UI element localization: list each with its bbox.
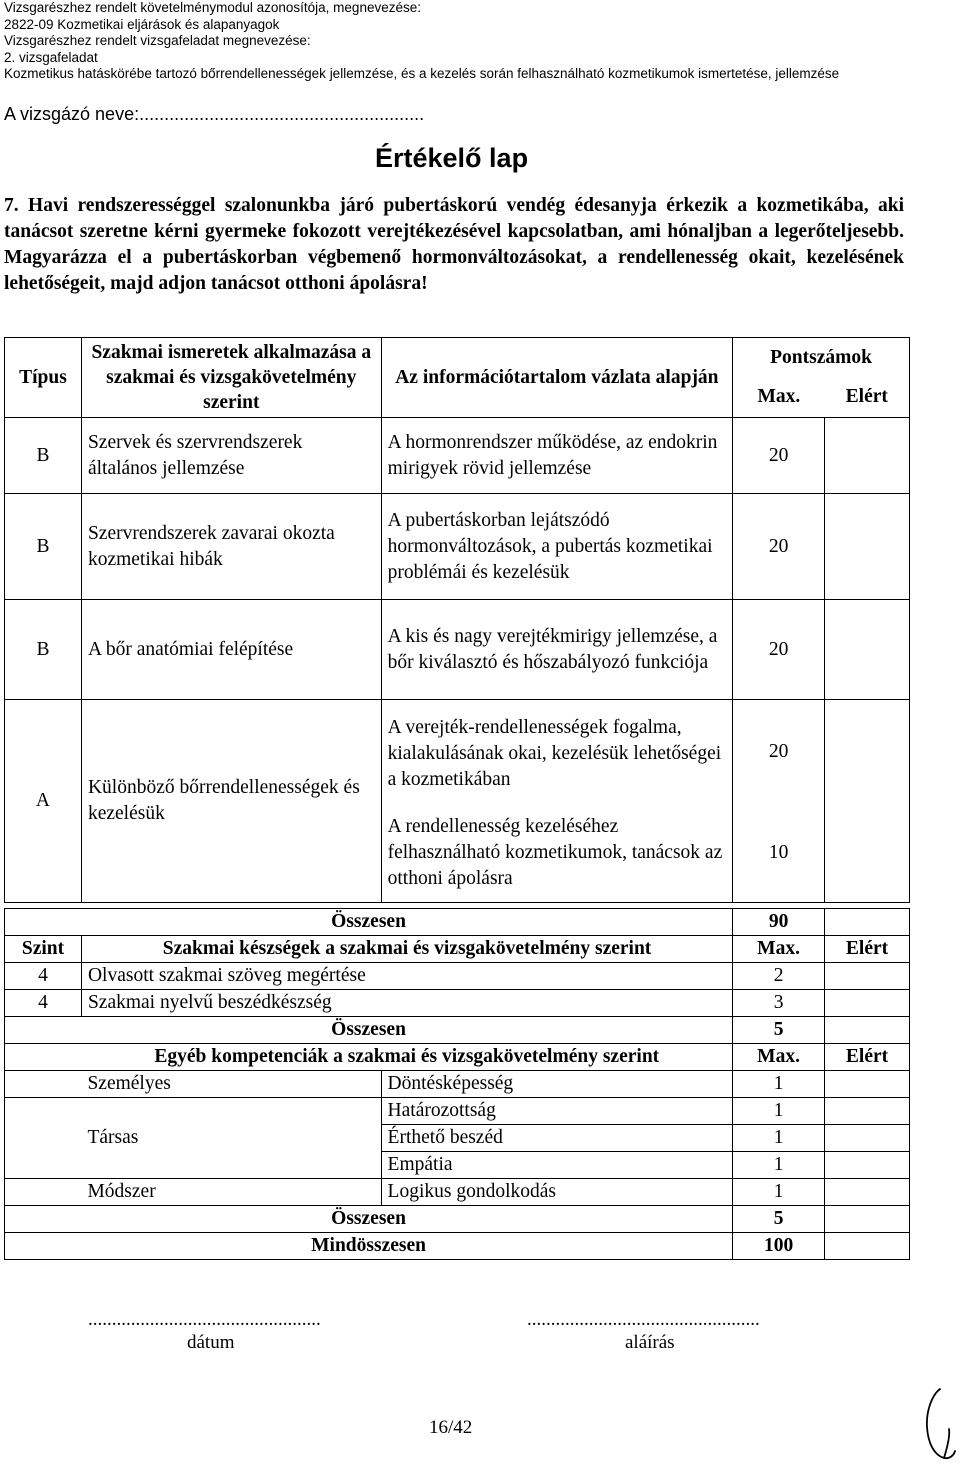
task-description: 7. Havi rendszerességgel szalonunkba járó pubertáskorú vendég édesanyja érkezik a kozmetikába, aki tanácsot szeretne kérni gyermeke fokozott verejtékezésével kapcsolatban, ami hónaljban a legerőteljesebb. Magyarázza el a pubertáskorban végbemenő hormonváltozásokat, a rendellenesség okait, kezelésének lehetőségeit, majd adjon tanácsot otthoni ápolásra!: [4, 195, 904, 294]
competency-achieved[interactable]: [825, 1152, 910, 1179]
row-type: B: [5, 418, 82, 494]
competency-achieved[interactable]: [825, 1125, 910, 1152]
evaluation-table: [4, 337, 910, 903]
table-row: [5, 1071, 910, 1098]
header-line: Vizsgarészhez rendelt vizsgafeladat megnevezése:: [4, 33, 311, 48]
row-outline: A verejték-rendellenességek fogalma, kialakulásának okai, kezelésük lehetőségei a kozmetikában: [381, 700, 733, 805]
row-outline: A pubertáskorban lejátszódó hormonváltozások, a pubertás kozmetikai problémái és kezelésük: [381, 494, 733, 600]
row-outline: A rendellenesség kezeléséhez felhasználható kozmetikumok, tanácsok az otthoni ápolásra: [381, 805, 733, 903]
row-achieved[interactable]: [825, 600, 910, 700]
skill-achieved[interactable]: [825, 990, 910, 1017]
total-label: Összesen: [5, 909, 733, 936]
date-label: dátum: [187, 1332, 235, 1353]
competency-category: Módszer: [81, 1179, 381, 1206]
row-knowledge: Szervek és szervrendszerek általános jellemzése: [81, 418, 381, 494]
skill-name: Szakmai nyelvű beszédkészség: [81, 990, 732, 1017]
skills-max-header: Max.: [733, 936, 825, 963]
other-max-header: Max.: [733, 1044, 825, 1071]
page-title: Értékelő lap: [375, 143, 529, 173]
skill-max: 2: [733, 963, 825, 990]
page-number: 16/42: [429, 1417, 473, 1438]
row-knowledge: A bőr anatómiai felépítése: [81, 600, 381, 700]
header-knowledge: Szakmai ismeretek alkalmazása a szakmai és vizsgakövetelmény szerint: [81, 338, 381, 418]
skill-level: 4: [5, 990, 82, 1017]
skills-header: Szakmai készségek a szakmai és vizsgakövetelmény szerint: [81, 936, 732, 963]
row-achieved[interactable]: [825, 494, 910, 600]
total-label: Összesen: [5, 1206, 733, 1233]
handwritten-mark: [918, 1385, 958, 1461]
signature-line: .................................................: [527, 1309, 760, 1330]
table-row: [5, 418, 910, 494]
skills-level-header: Szint: [5, 936, 82, 963]
header-points: Pontszámok: [733, 338, 910, 378]
competency-max: 1: [733, 1098, 825, 1125]
header-max: Max.: [733, 378, 825, 418]
competency-name: Logikus gondolkodás: [381, 1179, 733, 1206]
competency-achieved[interactable]: [825, 1098, 910, 1125]
date-line: .................................................: [88, 1309, 321, 1330]
skills-achieved-header: Elért: [825, 936, 910, 963]
spacer-cell: [5, 1071, 82, 1098]
competency-table: [4, 908, 910, 1260]
total-label: Összesen: [5, 1017, 733, 1044]
competency-achieved[interactable]: [825, 1179, 910, 1206]
header-line: Kozmetikus hatáskörébe tartozó bőrrendellenességek jellemzése, és a kezelés során felhasználható kozmetikumok ismertetése, jellemzése: [4, 66, 840, 81]
row-max: 20: [733, 700, 825, 805]
row-type: A: [5, 700, 82, 903]
grand-total-label: Mindösszesen: [5, 1233, 733, 1260]
total-achieved[interactable]: [825, 1206, 910, 1233]
row-max: 20: [733, 418, 825, 494]
row-knowledge: Szervrendszerek zavarai okozta kozmetikai hibák: [81, 494, 381, 600]
table-row: [5, 1179, 910, 1206]
row-max: 20: [733, 600, 825, 700]
other-achieved-header: Elért: [825, 1044, 910, 1071]
header-type: Típus: [5, 338, 82, 418]
row-outline: A hormonrendszer működése, az endokrin mirigyek rövid jellemzése: [381, 418, 733, 494]
table-row: [5, 700, 910, 805]
grand-total-achieved[interactable]: [825, 1233, 910, 1260]
competency-name: Döntésképesség: [381, 1071, 733, 1098]
signature-label: aláírás: [625, 1332, 675, 1353]
spacer-cell: [5, 1044, 82, 1071]
total-value: 5: [733, 1017, 825, 1044]
row-achieved[interactable]: [825, 805, 910, 903]
total-achieved[interactable]: [825, 909, 910, 936]
competency-name: Érthető beszéd: [381, 1125, 733, 1152]
table-row: [5, 963, 910, 990]
total-value: 90: [733, 909, 825, 936]
row-knowledge: Különböző bőrrendellenességek és kezelésük: [81, 700, 381, 903]
row-achieved[interactable]: [825, 418, 910, 494]
candidate-name-field: A vizsgázó neve:.........................................................: [4, 104, 425, 124]
grand-total-value: 100: [733, 1233, 825, 1260]
spacer-cell: [5, 1179, 82, 1206]
header-line: 2822-09 Kozmetikai eljárások és alapanyagok: [4, 16, 280, 32]
header-outline: Az információtartalom vázlata alapján: [381, 338, 733, 418]
header-line: Vizsgarészhez rendelt követelménymodul azonosítója, megnevezése:: [4, 0, 421, 15]
total-achieved[interactable]: [825, 1017, 910, 1044]
competency-category: Személyes: [81, 1071, 381, 1098]
row-outline: A kis és nagy verejtékmirigy jellemzése, a bőr kiválasztó és hőszabályozó funkciója: [381, 600, 733, 700]
header-achieved: Elért: [825, 378, 910, 418]
row-type: B: [5, 494, 82, 600]
competency-achieved[interactable]: [825, 1071, 910, 1098]
competency-name: Határozottság: [381, 1098, 733, 1125]
header-line: 2. vizsgafeladat: [4, 49, 98, 65]
table-row: [5, 990, 910, 1017]
competency-max: 1: [733, 1071, 825, 1098]
competency-max: 1: [733, 1152, 825, 1179]
table-row: [5, 600, 910, 700]
document-header: [4, 0, 839, 83]
competency-max: 1: [733, 1179, 825, 1206]
competency-max: 1: [733, 1125, 825, 1152]
table-row: [5, 494, 910, 600]
skill-name: Olvasott szakmai szöveg megértése: [81, 963, 732, 990]
total-value: 5: [733, 1206, 825, 1233]
row-achieved[interactable]: [825, 700, 910, 805]
skill-level: 4: [5, 963, 82, 990]
competency-name: Empátia: [381, 1152, 733, 1179]
skill-achieved[interactable]: [825, 963, 910, 990]
competency-category: Társas: [81, 1098, 381, 1179]
row-max: 10: [733, 805, 825, 903]
row-max: 20: [733, 494, 825, 600]
spacer-cell: [5, 1098, 82, 1179]
other-competencies-header: Egyéb kompetenciák a szakmai és vizsgakövetelmény szerint: [81, 1044, 732, 1071]
row-type: B: [5, 600, 82, 700]
skill-max: 3: [733, 990, 825, 1017]
table-row: [5, 1098, 910, 1125]
